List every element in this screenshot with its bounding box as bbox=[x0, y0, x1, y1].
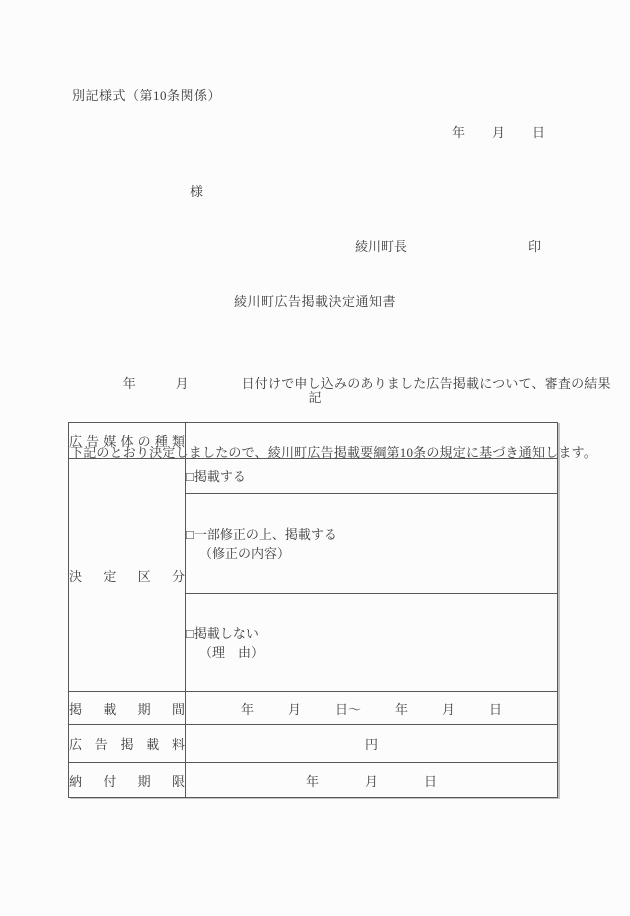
issue-date-month-label: 月 bbox=[492, 125, 506, 140]
payment-due-row bbox=[69, 763, 558, 798]
due-month-label: 月 bbox=[364, 773, 378, 789]
seal-placeholder: 印 bbox=[527, 239, 541, 254]
publication-period-row bbox=[69, 692, 558, 725]
due-day-label: 日 bbox=[424, 773, 438, 789]
issue-date-day-label: 日 bbox=[532, 125, 546, 140]
option-label: 掲載しない bbox=[193, 625, 259, 641]
form-style-note: 別記様式（第10条関係） bbox=[72, 88, 222, 103]
record-marker: 記 bbox=[308, 390, 322, 405]
fee-label: 広 告 掲 載 料 bbox=[69, 725, 186, 763]
due-date-label: 納 付 期 限 bbox=[69, 763, 186, 798]
decision-option-not-publish bbox=[186, 594, 558, 692]
option-note: （修正の内容） bbox=[199, 545, 291, 561]
checkbox-unchecked-icon: □ bbox=[186, 526, 194, 542]
decision-table bbox=[68, 422, 558, 798]
option-label: 掲載する bbox=[193, 468, 246, 484]
option-label: 一部修正の上、掲載する bbox=[193, 526, 337, 542]
decision-label: 決 定 区 分 bbox=[69, 459, 186, 692]
period-start-month-label: 月 bbox=[287, 701, 301, 717]
media-type-value bbox=[186, 423, 558, 459]
checkbox-unchecked-icon: □ bbox=[186, 468, 194, 484]
period-end-day-label: 日 bbox=[489, 701, 503, 717]
due-date-value bbox=[186, 763, 558, 798]
advertising-fee-row bbox=[69, 725, 558, 763]
decision-option-publish-with-revision bbox=[186, 494, 558, 594]
period-start-year-label: 年 bbox=[240, 701, 254, 717]
media-type-row bbox=[69, 423, 558, 459]
period-end-year-label: 年 bbox=[395, 701, 409, 717]
addressee-honorific: 様 bbox=[190, 184, 204, 199]
issue-date-year-label: 年 bbox=[452, 125, 466, 140]
decision-option-publish bbox=[186, 459, 558, 494]
option-note: （理 由） bbox=[199, 644, 265, 660]
media-type-label: 広 告 媒 体 の 種 類 bbox=[69, 423, 186, 459]
sender-title: 綾川町長 bbox=[355, 239, 408, 254]
period-end-month-label: 月 bbox=[442, 701, 456, 717]
period-start-day-label: 日～ bbox=[334, 701, 361, 717]
fee-unit: 円 bbox=[186, 725, 558, 763]
period-label: 掲 載 期 間 bbox=[69, 692, 186, 725]
period-value bbox=[186, 692, 558, 725]
sender-line bbox=[355, 236, 541, 255]
checkbox-unchecked-icon: □ bbox=[186, 625, 194, 641]
decision-row bbox=[69, 459, 558, 494]
document-title: 綾川町広告掲載決定通知書 bbox=[233, 294, 396, 309]
body-line-2: 下記のとおり決定しましたので、綾川町広告掲載要綱第10条の規定に基づき通知します。 bbox=[70, 445, 597, 460]
due-year-label: 年 bbox=[305, 773, 319, 789]
issue-date-line bbox=[452, 122, 545, 141]
body-line-1: 年 月 日付けで申し込みのありました広告掲載について、審査の結果 bbox=[70, 376, 611, 391]
